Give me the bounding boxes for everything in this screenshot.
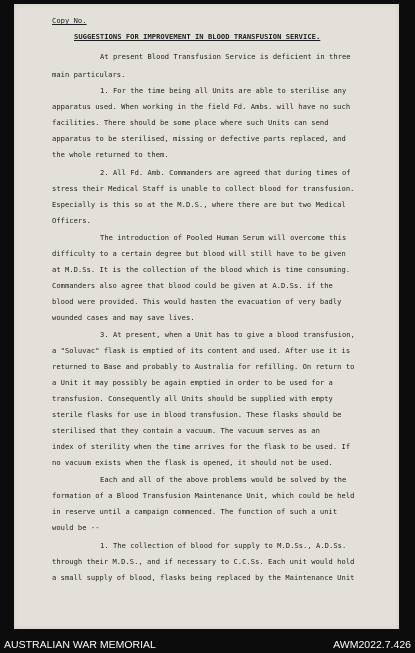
document-heading: SUGGESTIONS FOR IMPROVEMENT IN BLOOD TRANSFUSION SERVICE. bbox=[74, 32, 321, 41]
text-line: Officers. bbox=[52, 216, 91, 225]
text-line: returned to Base and probably to Australia for refilling. On return to bbox=[52, 362, 355, 371]
text-line: stress their Medical Staff is unable to collect blood for transfusion. bbox=[52, 184, 355, 193]
footer-institution: AUSTRALIAN WAR MEMORIAL bbox=[4, 639, 156, 651]
text-line: 3. At present, when a Unit has to give a blood transfusion, bbox=[100, 330, 355, 339]
text-line: Each and all of the above problems would be solved by the bbox=[100, 475, 347, 484]
text-line: at M.D.Ss. It is the collection of the blood which is time consuming. bbox=[52, 265, 351, 274]
text-line: apparatus to be sterilised, missing or defective parts replaced, and bbox=[52, 134, 346, 143]
text-line: a Unit it may possibly be again emptied in order to be used for a bbox=[52, 378, 333, 387]
text-line: formation of a Blood Transfusion Maintenance Unit, which could be held bbox=[52, 491, 355, 500]
text-line: a "Soluvac" flask is emptied of its content and used. After use it is bbox=[52, 346, 351, 355]
text-line: sterile flasks for use in blood transfusion. These flasks should be bbox=[52, 410, 342, 419]
text-line: would be -- bbox=[52, 523, 100, 532]
footer-reference-number: AWM2022.7.426 bbox=[333, 639, 411, 651]
text-line: the whole returned to them. bbox=[52, 150, 169, 159]
text-line: blood were provided. This would hasten the evacuation of very badly bbox=[52, 297, 342, 306]
text-line: apparatus used. When working in the field Fd. Ambs. will have no such bbox=[52, 102, 351, 111]
text-line: facilities. There should be some place where such Units can send bbox=[52, 118, 329, 127]
text-line: At present Blood Transfusion Service is deficient in three bbox=[100, 52, 351, 61]
text-line: through their M.D.S., and if necessary to C.C.Ss. Each unit would hold bbox=[52, 557, 355, 566]
text-line: sterilised that they contain a vacuum. The vacuum serves as an bbox=[52, 426, 320, 435]
text-line: 2. All Fd. Amb. Commanders are agreed that during times of bbox=[100, 168, 351, 177]
text-line: in reserve until a campaign commenced. The function of such a unit bbox=[52, 507, 338, 516]
text-line: main particulars. bbox=[52, 70, 126, 79]
typed-text bbox=[14, 4, 399, 629]
copy-label: Copy No. bbox=[52, 16, 87, 25]
text-line: no vacuum exists when the flask is opened, it should not be used. bbox=[52, 458, 333, 467]
text-line: Commanders also agree that blood could be given at A.D.Ss. if the bbox=[52, 281, 333, 290]
text-line: Especially is this so at the M.D.S., where there are but two Medical bbox=[52, 200, 346, 209]
document-page bbox=[14, 4, 399, 629]
text-line: 1. For the time being all Units are able to sterilise any bbox=[100, 86, 347, 95]
text-line: index of sterility when the time arrives for the flask to be used. If bbox=[52, 442, 351, 451]
text-line: transfusion. Consequently all Units should be supplied with empty bbox=[52, 394, 333, 403]
archive-footer bbox=[0, 629, 415, 653]
text-line: a small supply of blood, flasks being replaced by the Maintenance Unit bbox=[52, 573, 355, 582]
text-line: wounded cases and may save lives. bbox=[52, 313, 195, 322]
text-line: 1. The collection of blood for supply to M.D.Ss., A.D.Ss. bbox=[100, 541, 347, 550]
text-line: The introduction of Pooled Human Serum will overcome this bbox=[100, 233, 347, 242]
text-line: difficulty to a certain degree but blood will still have to be given bbox=[52, 249, 346, 258]
